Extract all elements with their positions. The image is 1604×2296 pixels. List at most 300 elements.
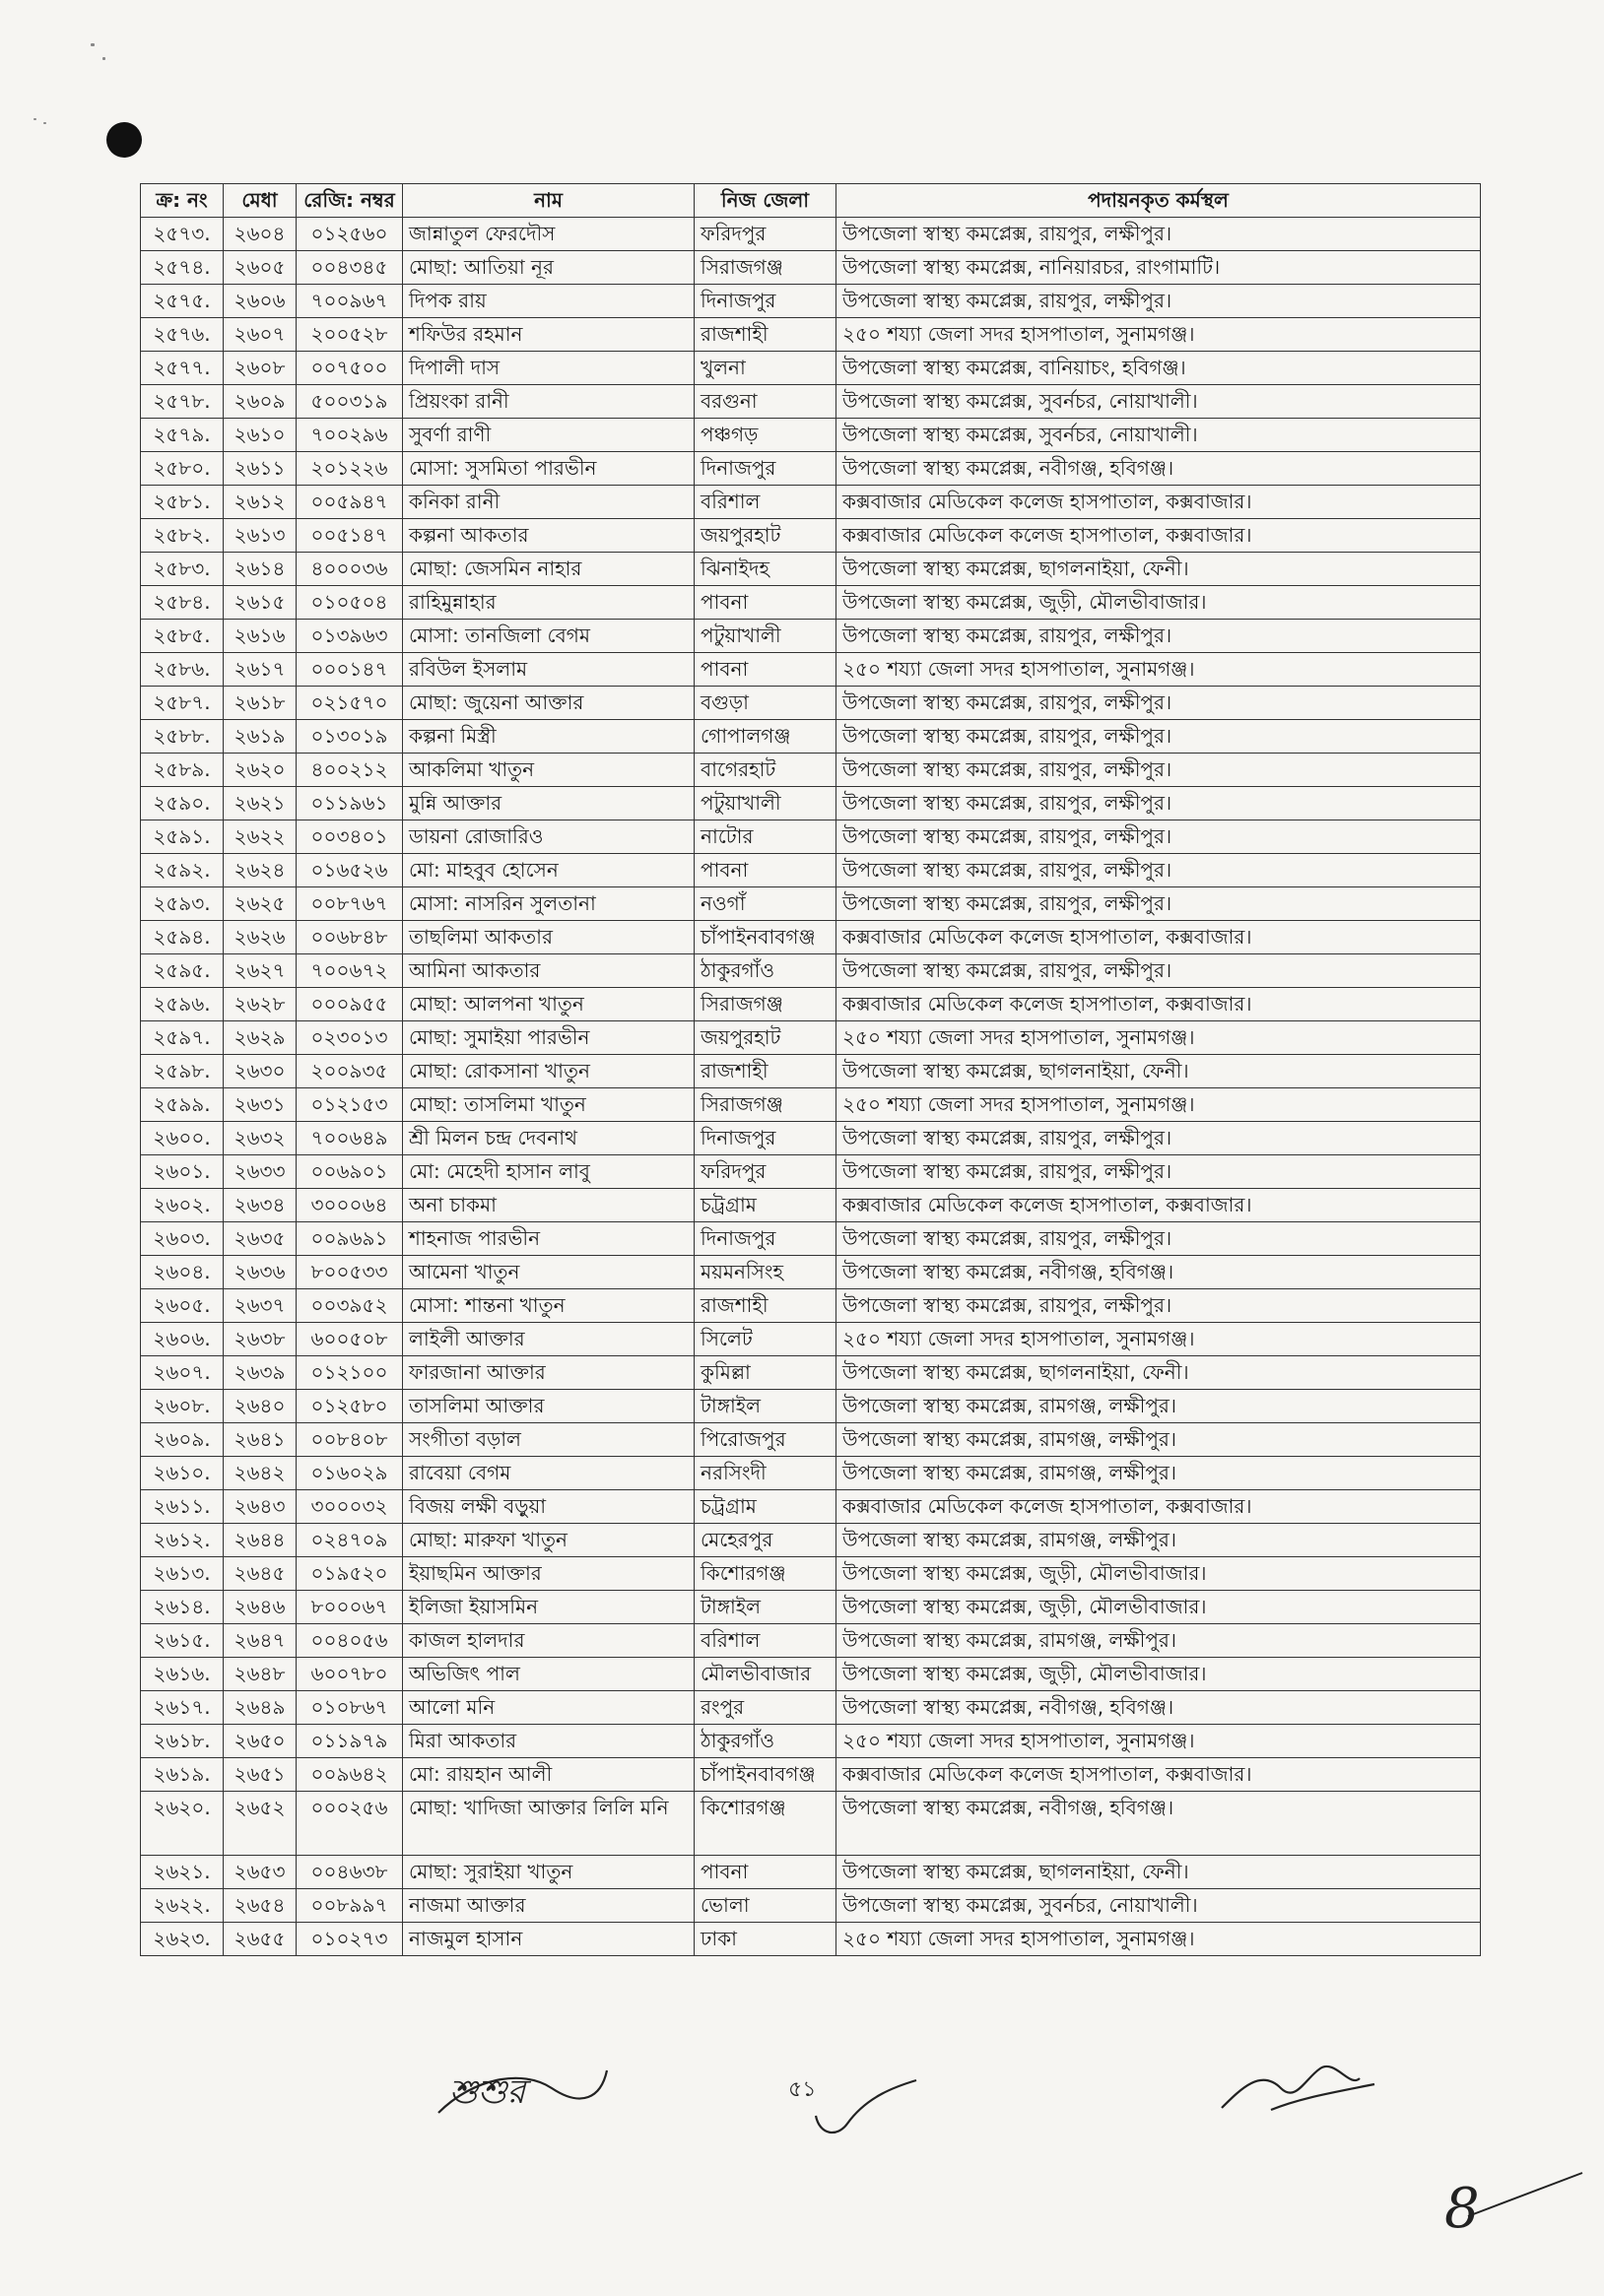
cell-posting-place: উপজেলা স্বাস্থ্য কমপ্লেক্স, রায়পুর, লক্ষীপুর। — [836, 854, 1481, 887]
cell-name: আকলিমা খাতুন — [403, 754, 695, 787]
cell-name: মোসা: শান্তনা খাতুন — [403, 1289, 695, 1323]
cell-serial: ২৫৮১. — [141, 486, 224, 519]
cell-merit: ২৬১০ — [224, 419, 297, 452]
cell-serial: ২৫৭৮. — [141, 385, 224, 419]
cell-name: মো: রায়হান আলী — [403, 1758, 695, 1792]
cell-name: কল্পনা আকতার — [403, 519, 695, 553]
cell-merit: ২৬৩৭ — [224, 1289, 297, 1323]
cell-home-district: ঢাকা — [695, 1923, 836, 1956]
cell-merit: ২৬২৮ — [224, 988, 297, 1021]
table-row — [141, 1021, 1481, 1055]
cell-serial: ২৫৭৬. — [141, 318, 224, 352]
signature-left: শুশুর — [449, 2072, 526, 2112]
cell-registration: ০১০২৭৩ — [297, 1923, 403, 1956]
cell-name: মোছা: আতিয়া নূর — [403, 251, 695, 285]
scan-speck — [91, 43, 95, 46]
cell-posting-place: কক্সবাজার মেডিকেল কলেজ হাসপাতাল, কক্সবাজার। — [836, 988, 1481, 1021]
scan-speck — [43, 122, 46, 124]
table-row — [141, 1356, 1481, 1390]
cell-merit: ২৬০৪ — [224, 218, 297, 251]
cell-home-district: নাটোর — [695, 820, 836, 854]
cell-posting-place: উপজেলা স্বাস্থ্য কমপ্লেক্স, জুড়ী, মৌলভীবাজার। — [836, 1658, 1481, 1691]
cell-posting-place: উপজেলা স্বাস্থ্য কমপ্লেক্স, রামগঞ্জ, লক্ষীপুর। — [836, 1524, 1481, 1557]
cell-home-district: সিলেট — [695, 1323, 836, 1356]
table-row — [141, 1591, 1481, 1624]
cell-posting-place: কক্সবাজার মেডিকেল কলেজ হাসপাতাল, কক্সবাজার। — [836, 1758, 1481, 1792]
cell-posting-place: কক্সবাজার মেডিকেল কলেজ হাসপাতাল, কক্সবাজার। — [836, 486, 1481, 519]
cell-registration: ৭০০৬৭২ — [297, 954, 403, 988]
table-row — [141, 1691, 1481, 1725]
cell-posting-place: উপজেলা স্বাস্থ্য কমপ্লেক্স, সুবর্নচর, নোয়াখালী। — [836, 419, 1481, 452]
cell-merit: ২৬৫১ — [224, 1758, 297, 1792]
cell-serial: ২৬০২. — [141, 1189, 224, 1222]
cell-name: কাজল হালদার — [403, 1624, 695, 1658]
cell-posting-place: উপজেলা স্বাস্থ্য কমপ্লেক্স, রায়পুর, লক্ষীপুর। — [836, 1122, 1481, 1155]
cell-home-district: দিনাজপুর — [695, 285, 836, 318]
cell-registration: ০০৮৯৯৭ — [297, 1889, 403, 1923]
cell-name: মোছা: খাদিজা আক্তার লিলি মনি — [403, 1792, 695, 1856]
cell-merit: ২৬১৮ — [224, 687, 297, 720]
cell-merit: ২৬১৯ — [224, 720, 297, 754]
table-row — [141, 687, 1481, 720]
cell-registration: ৮০০০৬৭ — [297, 1591, 403, 1624]
table-row — [141, 318, 1481, 352]
cell-registration: ০০০৯৫৫ — [297, 988, 403, 1021]
cell-serial: ২৫৭৩. — [141, 218, 224, 251]
cell-posting-place: উপজেলা স্বাস্থ্য কমপ্লেক্স, রায়পুর, লক্ষীপুর। — [836, 954, 1481, 988]
cell-serial: ২৬০০. — [141, 1122, 224, 1155]
cell-name: নাজমুল হাসান — [403, 1923, 695, 1956]
cell-home-district: খুলনা — [695, 352, 836, 385]
cell-merit: ২৬১১ — [224, 452, 297, 486]
cell-registration: ৭০০৬৪৯ — [297, 1122, 403, 1155]
cell-home-district: চট্রগ্রাম — [695, 1189, 836, 1222]
cell-home-district: রাজশাহী — [695, 1055, 836, 1088]
cell-home-district: চাঁপাইনবাবগঞ্জ — [695, 1758, 836, 1792]
cell-serial: ২৬০৯. — [141, 1423, 224, 1457]
cell-merit: ২৬৫২ — [224, 1792, 297, 1856]
cell-name: শফিউর রহমান — [403, 318, 695, 352]
cell-name: মো: মাহবুব হোসেন — [403, 854, 695, 887]
cell-merit: ২৬২৪ — [224, 854, 297, 887]
cell-merit: ২৬০৯ — [224, 385, 297, 419]
cell-name: জান্নাতুল ফেরদৌস — [403, 218, 695, 251]
table-row — [141, 452, 1481, 486]
cell-serial: ২৫৭৭. — [141, 352, 224, 385]
cell-posting-place: উপজেলা স্বাস্থ্য কমপ্লেক্স, ছাগলনাইয়া, ফেনী। — [836, 1856, 1481, 1889]
cell-posting-place: উপজেলা স্বাস্থ্য কমপ্লেক্স, বানিয়াচং, হবিগঞ্জ। — [836, 352, 1481, 385]
cell-registration: ০০৭৫০০ — [297, 352, 403, 385]
cell-home-district: সিরাজগঞ্জ — [695, 251, 836, 285]
cell-posting-place: উপজেলা স্বাস্থ্য কমপ্লেক্স, নবীগঞ্জ, হবিগঞ্জ। — [836, 1691, 1481, 1725]
cell-home-district: ফরিদপুর — [695, 1155, 836, 1189]
cell-serial: ২৫৯৯. — [141, 1088, 224, 1122]
cell-posting-place: উপজেলা স্বাস্থ্য কমপ্লেক্স, ছাগলনাইয়া, ফেনী। — [836, 553, 1481, 586]
cell-name: রাবেয়া বেগম — [403, 1457, 695, 1490]
cell-name: রাহিমুন্নাহার — [403, 586, 695, 620]
cell-serial: ২৫৭৫. — [141, 285, 224, 318]
cell-merit: ২৬৪৩ — [224, 1490, 297, 1524]
cell-name: দিপক রায় — [403, 285, 695, 318]
cell-home-district: গোপালগঞ্জ — [695, 720, 836, 754]
cell-serial: ২৫৮৯. — [141, 754, 224, 787]
cell-serial: ২৫৯২. — [141, 854, 224, 887]
cell-name: মো: মেহেদী হাসান লাবু — [403, 1155, 695, 1189]
cell-posting-place: উপজেলা স্বাস্থ্য কমপ্লেক্স, রামগঞ্জ, লক্ষীপুর। — [836, 1457, 1481, 1490]
cell-serial: ২৬০৩. — [141, 1222, 224, 1256]
cell-home-district: জয়পুরহাট — [695, 519, 836, 553]
page-number: ৫১ — [788, 2077, 817, 2102]
table-row — [141, 887, 1481, 921]
corner-mark: 8 — [1444, 2177, 1480, 2241]
cell-home-district: ঝিনাইদহ — [695, 553, 836, 586]
cell-posting-place: উপজেলা স্বাস্থ্য কমপ্লেক্স, রায়পুর, লক্ষীপুর। — [836, 1155, 1481, 1189]
cell-registration: ০০৬৯০১ — [297, 1155, 403, 1189]
cell-merit: ২৬২৬ — [224, 921, 297, 954]
cell-registration: ০১২৫৮০ — [297, 1390, 403, 1423]
signature-left-stroke — [434, 2059, 611, 2128]
cell-merit: ২৬৫৩ — [224, 1856, 297, 1889]
cell-merit: ২৬৩২ — [224, 1122, 297, 1155]
cell-home-district: বরিশাল — [695, 486, 836, 519]
cell-posting-place: উপজেলা স্বাস্থ্য কমপ্লেক্স, রায়পুর, লক্ষীপুর। — [836, 787, 1481, 820]
cell-registration: ৭০০৯৬৭ — [297, 285, 403, 318]
table-row — [141, 1088, 1481, 1122]
cell-home-district: কিশোরগঞ্জ — [695, 1557, 836, 1591]
cell-home-district: পাবনা — [695, 586, 836, 620]
cell-merit: ২৬০৮ — [224, 352, 297, 385]
cell-registration: ৬০০৫০৮ — [297, 1323, 403, 1356]
cell-posting-place: উপজেলা স্বাস্থ্য কমপ্লেক্স, রায়পুর, লক্ষীপুর। — [836, 720, 1481, 754]
cell-name: মোছা: রোকসানা খাতুন — [403, 1055, 695, 1088]
cell-posting-place: ২৫০ শয্যা জেলা সদর হাসপাতাল, সুনামগঞ্জ। — [836, 1923, 1481, 1956]
cell-registration: ০১২১৫৩ — [297, 1088, 403, 1122]
cell-home-district: পাবনা — [695, 1856, 836, 1889]
cell-serial: ২৬২০. — [141, 1792, 224, 1856]
cell-name: প্রিয়ংকা রানী — [403, 385, 695, 419]
posting-table — [140, 183, 1481, 1956]
cell-serial: ২৬১৩. — [141, 1557, 224, 1591]
cell-merit: ২৬৪১ — [224, 1423, 297, 1457]
cell-name: মোছা: জেসমিন নাহার — [403, 553, 695, 586]
cell-merit: ২৬৩০ — [224, 1055, 297, 1088]
cell-name: মোছা: মারুফা খাতুন — [403, 1524, 695, 1557]
cell-name: মোছা: সুমাইয়া পারভীন — [403, 1021, 695, 1055]
header-home-district: নিজ জেলা — [695, 184, 836, 218]
cell-name: অভিজিৎ পাল — [403, 1658, 695, 1691]
table-row — [141, 1758, 1481, 1792]
cell-name: মোছা: তাসলিমা খাতুন — [403, 1088, 695, 1122]
cell-serial: ২৫৮৩. — [141, 553, 224, 586]
header-name: নাম — [403, 184, 695, 218]
cell-merit: ২৬১২ — [224, 486, 297, 519]
cell-merit: ২৬১৫ — [224, 586, 297, 620]
cell-serial: ২৫৭৪. — [141, 251, 224, 285]
cell-merit: ২৬৩৯ — [224, 1356, 297, 1390]
cell-posting-place: উপজেলা স্বাস্থ্য কমপ্লেক্স, রামগঞ্জ, লক্ষীপুর। — [836, 1390, 1481, 1423]
cell-serial: ২৬০১. — [141, 1155, 224, 1189]
cell-registration: ০০৫১৪৭ — [297, 519, 403, 553]
cell-registration: ০২৩০১৩ — [297, 1021, 403, 1055]
cell-home-district: ফরিদপুর — [695, 218, 836, 251]
cell-name: বিজয় লক্ষী বড়ুয়া — [403, 1490, 695, 1524]
cell-serial: ২৬১৯. — [141, 1758, 224, 1792]
cell-posting-place: উপজেলা স্বাস্থ্য কমপ্লেক্স, জুড়ী, মৌলভীবাজার। — [836, 586, 1481, 620]
cell-name: তাসলিমা আক্তার — [403, 1390, 695, 1423]
table-row — [141, 519, 1481, 553]
cell-name: অনা চাকমা — [403, 1189, 695, 1222]
cell-merit: ২৬২২ — [224, 820, 297, 854]
cell-merit: ২৬৩৩ — [224, 1155, 297, 1189]
cell-name: ইয়াছমিন আক্তার — [403, 1557, 695, 1591]
signature-right — [1212, 2049, 1379, 2128]
cell-registration: ২০০৫২৮ — [297, 318, 403, 352]
scan-speck — [33, 118, 36, 120]
cell-registration: ০০৬৮৪৮ — [297, 921, 403, 954]
cell-posting-place: উপজেলা স্বাস্থ্য কমপ্লেক্স, রায়পুর, লক্ষীপুর। — [836, 754, 1481, 787]
header-merit: মেধা — [224, 184, 297, 218]
table-row — [141, 1923, 1481, 1956]
cell-serial: ২৬১৭. — [141, 1691, 224, 1725]
initial-mark — [808, 2076, 926, 2145]
cell-posting-place: উপজেলা স্বাস্থ্য কমপ্লেক্স, সুবর্নচর, নোয়াখালী। — [836, 385, 1481, 419]
cell-home-district: ময়মনসিংহ — [695, 1256, 836, 1289]
cell-registration: ০০৮৪০৮ — [297, 1423, 403, 1457]
cell-registration: ০০৩৯৫২ — [297, 1289, 403, 1323]
cell-posting-place: উপজেলা স্বাস্থ্য কমপ্লেক্স, জুড়ী, মৌলভীবাজার। — [836, 1591, 1481, 1624]
cell-posting-place: উপজেলা স্বাস্থ্য কমপ্লেক্স, রামগঞ্জ, লক্ষীপুর। — [836, 1624, 1481, 1658]
table-row — [141, 251, 1481, 285]
cell-registration: ০১১৯৬১ — [297, 787, 403, 820]
cell-registration: ২০১২২৬ — [297, 452, 403, 486]
cell-registration: ৪০০০৩৬ — [297, 553, 403, 586]
cell-home-district: সিরাজগঞ্জ — [695, 1088, 836, 1122]
cell-home-district: ভোলা — [695, 1889, 836, 1923]
cell-merit: ২৬৪২ — [224, 1457, 297, 1490]
cell-name: মোছা: জুয়েনা আক্তার — [403, 687, 695, 720]
cell-serial: ২৬০৫. — [141, 1289, 224, 1323]
cell-name: রবিউল ইসলাম — [403, 653, 695, 687]
cell-posting-place: ২৫০ শয্যা জেলা সদর হাসপাতাল, সুনামগঞ্জ। — [836, 318, 1481, 352]
table-row — [141, 754, 1481, 787]
cell-name: তাছলিমা আকতার — [403, 921, 695, 954]
cell-registration: ০০৫৯৪৭ — [297, 486, 403, 519]
cell-name: শ্রী মিলন চন্দ্র দেবনাথ — [403, 1122, 695, 1155]
cell-posting-place: ২৫০ শয্যা জেলা সদর হাসপাতাল, সুনামগঞ্জ। — [836, 1021, 1481, 1055]
cell-home-district: জয়পুরহাট — [695, 1021, 836, 1055]
cell-name: সুবর্ণা রাণী — [403, 419, 695, 452]
cell-name: ইলিজা ইয়াসমিন — [403, 1591, 695, 1624]
cell-posting-place: কক্সবাজার মেডিকেল কলেজ হাসপাতাল, কক্সবাজার। — [836, 519, 1481, 553]
cell-merit: ২৬৩১ — [224, 1088, 297, 1122]
cell-registration: ২০০৯৩৫ — [297, 1055, 403, 1088]
cell-registration: ০০০১৪৭ — [297, 653, 403, 687]
cell-home-district: কিশোরগঞ্জ — [695, 1792, 836, 1856]
cell-home-district: পাবনা — [695, 854, 836, 887]
cell-serial: ২৫৮৪. — [141, 586, 224, 620]
cell-posting-place: কক্সবাজার মেডিকেল কলেজ হাসপাতাল, কক্সবাজার। — [836, 921, 1481, 954]
cell-registration: ৫০০৩১৯ — [297, 385, 403, 419]
cell-home-district: মৌলভীবাজার — [695, 1658, 836, 1691]
cell-serial: ২৬১২. — [141, 1524, 224, 1557]
cell-posting-place: উপজেলা স্বাস্থ্য কমপ্লেক্স, রায়পুর, লক্ষীপুর। — [836, 1289, 1481, 1323]
cell-merit: ২৬৪৬ — [224, 1591, 297, 1624]
table-row — [141, 1624, 1481, 1658]
cell-home-district: চাঁপাইনবাবগঞ্জ — [695, 921, 836, 954]
cell-posting-place: কক্সবাজার মেডিকেল কলেজ হাসপাতাল, কক্সবাজার। — [836, 1490, 1481, 1524]
table-row — [141, 1323, 1481, 1356]
cell-merit: ২৬৩৪ — [224, 1189, 297, 1222]
cell-posting-place: উপজেলা স্বাস্থ্য কমপ্লেক্স, রামগঞ্জ, লক্ষীপুর। — [836, 1423, 1481, 1457]
cell-registration: ০০৪০৫৬ — [297, 1624, 403, 1658]
corner-stroke — [1458, 2167, 1586, 2226]
cell-registration: ৩০০০৬৪ — [297, 1189, 403, 1222]
cell-home-district: মেহেরপুর — [695, 1524, 836, 1557]
cell-serial: ২৬১১. — [141, 1490, 224, 1524]
cell-home-district: কুমিল্লা — [695, 1356, 836, 1390]
cell-serial: ২৫৯৩. — [141, 887, 224, 921]
cell-name: মোসা: তানজিলা বেগম — [403, 620, 695, 653]
table-row — [141, 653, 1481, 687]
cell-home-district: পাবনা — [695, 653, 836, 687]
cell-merit: ২৬১৬ — [224, 620, 297, 653]
table-row — [141, 385, 1481, 419]
cell-merit: ২৬০৭ — [224, 318, 297, 352]
cell-registration: ০২৪৭০৯ — [297, 1524, 403, 1557]
table-row — [141, 1390, 1481, 1423]
cell-merit: ২৬৩৫ — [224, 1222, 297, 1256]
cell-name: সংগীতা বড়াল — [403, 1423, 695, 1457]
table-row — [141, 720, 1481, 754]
table-row — [141, 1256, 1481, 1289]
table-row — [141, 1889, 1481, 1923]
cell-name: আলো মনি — [403, 1691, 695, 1725]
cell-merit: ২৬২৫ — [224, 887, 297, 921]
cell-home-district: নওগাঁ — [695, 887, 836, 921]
cell-home-district: টাঙ্গাইল — [695, 1390, 836, 1423]
cell-serial: ২৫৮৫. — [141, 620, 224, 653]
cell-posting-place: উপজেলা স্বাস্থ্য কমপ্লেক্স, রায়পুর, লক্ষীপুর। — [836, 1222, 1481, 1256]
table-row — [141, 1856, 1481, 1889]
cell-serial: ২৫৮৬. — [141, 653, 224, 687]
table-row — [141, 1457, 1481, 1490]
cell-registration: ০০০২৫৬ — [297, 1792, 403, 1856]
cell-home-district: বাগেরহাট — [695, 754, 836, 787]
cell-serial: ২৬০৮. — [141, 1390, 224, 1423]
cell-home-district: পঞ্চগড় — [695, 419, 836, 452]
cell-home-district: পটুয়াখালী — [695, 620, 836, 653]
table-row — [141, 1155, 1481, 1189]
cell-posting-place: উপজেলা স্বাস্থ্য কমপ্লেক্স, নবীগঞ্জ, হবিগঞ্জ। — [836, 1256, 1481, 1289]
cell-home-district: দিনাজপুর — [695, 1122, 836, 1155]
cell-registration: ৭০০২৯৬ — [297, 419, 403, 452]
table-row — [141, 854, 1481, 887]
cell-home-district: ঠাকুরগাঁও — [695, 1725, 836, 1758]
table-row — [141, 1725, 1481, 1758]
cell-merit: ২৬০৬ — [224, 285, 297, 318]
cell-home-district: রাজশাহী — [695, 1289, 836, 1323]
table-row — [141, 486, 1481, 519]
cell-merit: ২৬৫৪ — [224, 1889, 297, 1923]
cell-registration: ০১২৫৬০ — [297, 218, 403, 251]
cell-name: দিপালী দাস — [403, 352, 695, 385]
header-serial: ক্র: নং — [141, 184, 224, 218]
cell-home-district: পিরোজপুর — [695, 1423, 836, 1457]
cell-serial: ২৬১৮. — [141, 1725, 224, 1758]
cell-posting-place: ২৫০ শয্যা জেলা সদর হাসপাতাল, সুনামগঞ্জ। — [836, 1088, 1481, 1122]
cell-merit: ২৬০৫ — [224, 251, 297, 285]
cell-merit: ২৬৫৫ — [224, 1923, 297, 1956]
table-row — [141, 553, 1481, 586]
cell-posting-place: উপজেলা স্বাস্থ্য কমপ্লেক্স, রায়পুর, লক্ষীপুর। — [836, 820, 1481, 854]
cell-name: মোছা: আলপনা খাতুন — [403, 988, 695, 1021]
cell-name: আমিনা আকতার — [403, 954, 695, 988]
cell-home-district: দিনাজপুর — [695, 1222, 836, 1256]
cell-registration: ৩০০০৩২ — [297, 1490, 403, 1524]
table-row — [141, 1289, 1481, 1323]
table-row — [141, 988, 1481, 1021]
cell-name: ফারজানা আক্তার — [403, 1356, 695, 1390]
cell-serial: ২৫৯১. — [141, 820, 224, 854]
cell-posting-place: উপজেলা স্বাস্থ্য কমপ্লেক্স, রায়পুর, লক্ষীপুর। — [836, 687, 1481, 720]
table-row — [141, 1658, 1481, 1691]
cell-home-district: বরগুনা — [695, 385, 836, 419]
table-row — [141, 285, 1481, 318]
cell-serial: ২৫৯৭. — [141, 1021, 224, 1055]
cell-registration: ০০৮৭৬৭ — [297, 887, 403, 921]
cell-serial: ২৫৮৭. — [141, 687, 224, 720]
cell-home-district: বরিশাল — [695, 1624, 836, 1658]
cell-registration: ০০৩৪০১ — [297, 820, 403, 854]
table-row — [141, 1557, 1481, 1591]
cell-serial: ২৬১৪. — [141, 1591, 224, 1624]
cell-merit: ২৬১৩ — [224, 519, 297, 553]
table-row — [141, 1122, 1481, 1155]
cell-serial: ২৬১৫. — [141, 1624, 224, 1658]
cell-registration: ০০৯৬৯১ — [297, 1222, 403, 1256]
table-row — [141, 820, 1481, 854]
table-row — [141, 1524, 1481, 1557]
table-row — [141, 1792, 1481, 1856]
cell-name: মোছা: সুরাইয়া খাতুন — [403, 1856, 695, 1889]
cell-name: নাজমা আক্তার — [403, 1889, 695, 1923]
table-row — [141, 1423, 1481, 1457]
cell-posting-place: কক্সবাজার মেডিকেল কলেজ হাসপাতাল, কক্সবাজার। — [836, 1189, 1481, 1222]
cell-registration: ০১২১০০ — [297, 1356, 403, 1390]
cell-registration: ০২১৫৭০ — [297, 687, 403, 720]
cell-serial: ২৫৮২. — [141, 519, 224, 553]
cell-posting-place: উপজেলা স্বাস্থ্য কমপ্লেক্স, ছাগলনাইয়া, ফেনী। — [836, 1356, 1481, 1390]
cell-posting-place: উপজেলা স্বাস্থ্য কমপ্লেক্স, রায়পুর, লক্ষীপুর। — [836, 620, 1481, 653]
cell-registration: ০১৩৯৬৩ — [297, 620, 403, 653]
cell-merit: ২৬৫০ — [224, 1725, 297, 1758]
cell-registration: ০১৩০১৯ — [297, 720, 403, 754]
cell-registration: ৪০০২১২ — [297, 754, 403, 787]
cell-serial: ২৬১৬. — [141, 1658, 224, 1691]
cell-posting-place: উপজেলা স্বাস্থ্য কমপ্লেক্স, নানিয়ারচর, রাংগামাটি। — [836, 251, 1481, 285]
cell-merit: ২৬৩৮ — [224, 1323, 297, 1356]
cell-home-district: রাজশাহী — [695, 318, 836, 352]
table-row — [141, 352, 1481, 385]
cell-posting-place: উপজেলা স্বাস্থ্য কমপ্লেক্স, সুবর্নচর, নোয়াখালী। — [836, 1889, 1481, 1923]
cell-name: মুন্নি আক্তার — [403, 787, 695, 820]
cell-registration: ৮০০৫৩৩ — [297, 1256, 403, 1289]
cell-serial: ২৬২২. — [141, 1889, 224, 1923]
cell-home-district: দিনাজপুর — [695, 452, 836, 486]
table-row — [141, 1490, 1481, 1524]
cell-name: কনিকা রানী — [403, 486, 695, 519]
cell-merit: ২৬৩৬ — [224, 1256, 297, 1289]
